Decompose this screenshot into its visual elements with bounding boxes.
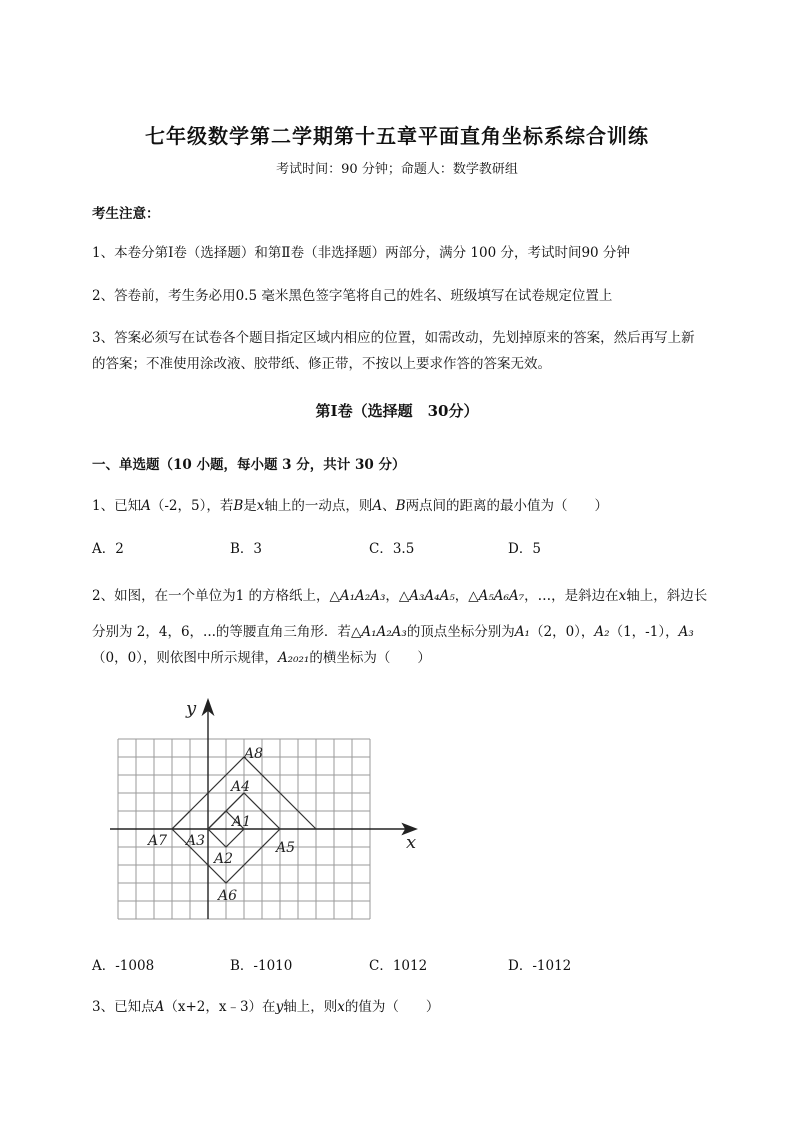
page-title: 七年级数学第二学期第十五章平面直角坐标系综合训练 <box>145 124 649 148</box>
q2-x-var: x <box>618 588 627 604</box>
q2-triangle-3: △A₅A₆A₇ <box>468 588 525 604</box>
q2-option-b[interactable]: B．-1010 <box>230 958 293 974</box>
q1-option-d[interactable]: D．5 <box>508 541 541 557</box>
q2-main-triangle: △A₁A₂A₃ <box>350 624 407 640</box>
label-a3: A3 <box>186 833 206 849</box>
label-a4: A4 <box>231 779 251 795</box>
question-2-line-3 <box>92 646 431 666</box>
q2-a1: A₁ <box>514 624 530 640</box>
q2-triangle-1: △A₁A₂A₃ <box>329 588 386 604</box>
q2-line3-tail: 的横坐标为（ ） <box>309 650 431 666</box>
q2-a3: A₃ <box>678 624 694 640</box>
q2-a2021: A₂₀₂₁ <box>277 650 310 666</box>
q1-mid2: 轴上的一动点，则 <box>264 498 373 514</box>
label-a8: A8 <box>244 746 264 762</box>
q2-option-d[interactable]: D．-1012 <box>508 958 572 974</box>
q2-a1-coords: （2，0）， <box>529 624 595 640</box>
point-labels <box>146 746 295 904</box>
label-a6: A6 <box>218 888 238 904</box>
q3-point-a: A <box>154 999 165 1015</box>
label-a7: A7 <box>148 833 168 849</box>
q2-a2: A₂ <box>594 624 610 640</box>
q2-line1-tail2: 轴上，斜边长 <box>626 588 708 604</box>
q1-option-c[interactable]: C．3.5 <box>369 541 415 557</box>
notice-item-3: 3、答案必须写在试卷各个题目指定区域内相应的位置，如需改动，先划掉原来的答案，然后再写上新 <box>92 330 695 346</box>
q2-option-a[interactable]: A．-1008 <box>92 958 155 974</box>
label-a2: A2 <box>214 851 234 867</box>
q2-line1-tail: ，…，是斜边在 <box>524 588 619 604</box>
q3-x-var: x <box>337 999 345 1015</box>
q1-option-b[interactable]: B．3 <box>230 541 263 557</box>
label-a5: A5 <box>276 840 296 856</box>
q3-y-var: y <box>275 999 284 1015</box>
label-a1: A1 <box>232 814 252 830</box>
question-2-line-1: 2、如图，在一个单位为1 的方格纸上，△A₁A₂A₃，△A₃A₄A₅，△A₅A₆A₇，…，是斜边在x轴上，斜边长 <box>92 588 708 604</box>
q1-x-var: x <box>256 498 265 514</box>
x-axis-label: x <box>406 832 417 853</box>
q1-point-b: B <box>233 498 244 514</box>
q1-mid: 是 <box>243 498 257 514</box>
q2-line2-prefix: 分别为 2，4，6，...的等腰直角三角形．若 <box>92 624 351 640</box>
q1-sep: 、 <box>382 498 396 514</box>
q2-line3-prefix: （0，0），则依图中所示规律， <box>92 650 278 666</box>
q3-prefix: 3、已知点 <box>92 999 155 1015</box>
notice-item-1: 1、本卷分第Ⅰ卷（选择题）和第Ⅱ卷（非选择题）两部分，满分 100 分，考试时间90 分钟 <box>92 245 630 261</box>
q2-a2-coords: （1，-1）， <box>609 624 679 640</box>
part-heading: 一、单选题（10 小题，每小题 3 分，共计 30 分） <box>92 457 406 473</box>
q1-coords: （-2，5），若 <box>150 498 234 514</box>
notice-heading: 考生注意： <box>92 206 160 222</box>
q1-point-a: A <box>141 498 151 514</box>
q1-point-b2: B <box>395 498 406 514</box>
q1-point-a2: A <box>372 498 383 514</box>
section-title: 第Ⅰ卷（选择题 30分） <box>315 402 479 420</box>
question-1 <box>92 494 608 514</box>
notice-item-3-cont: 的答案；不准使用涂改液、胶带纸、修正带，不按以上要求作答的答案无效。 <box>92 356 551 372</box>
q2-option-c[interactable]: C．1012 <box>369 958 428 974</box>
coordinate-figure <box>110 692 430 922</box>
q1-prefix: 1、已知 <box>92 498 142 514</box>
q2-line1-prefix: 2、如图，在一个单位为1 的方格纸上， <box>92 588 330 604</box>
y-axis-label: y <box>186 698 197 719</box>
q1-tail: 两点间的距离的最小值为（ ） <box>405 498 609 514</box>
exam-info: 考试时间：90 分钟；命题人：数学教研组 <box>276 162 518 177</box>
q2-line2-mid: 的顶点坐标分别为 <box>406 624 515 640</box>
question-2-line-2 <box>92 620 694 640</box>
q3-mid: 轴上，则 <box>283 999 338 1015</box>
question-3 <box>92 995 439 1015</box>
q1-option-a[interactable]: A．2 <box>92 541 124 557</box>
q3-tail: 的值为（ ） <box>344 999 440 1015</box>
notice-item-2: 2、答卷前，考生务必用0.5 毫米黑色签字笔将自己的姓名、班级填写在试卷规定位置上 <box>92 288 613 304</box>
q3-coords: （x+2，x﹣3）在 <box>164 999 276 1015</box>
q2-triangle-2: △A₃A₄A₅ <box>398 588 455 604</box>
